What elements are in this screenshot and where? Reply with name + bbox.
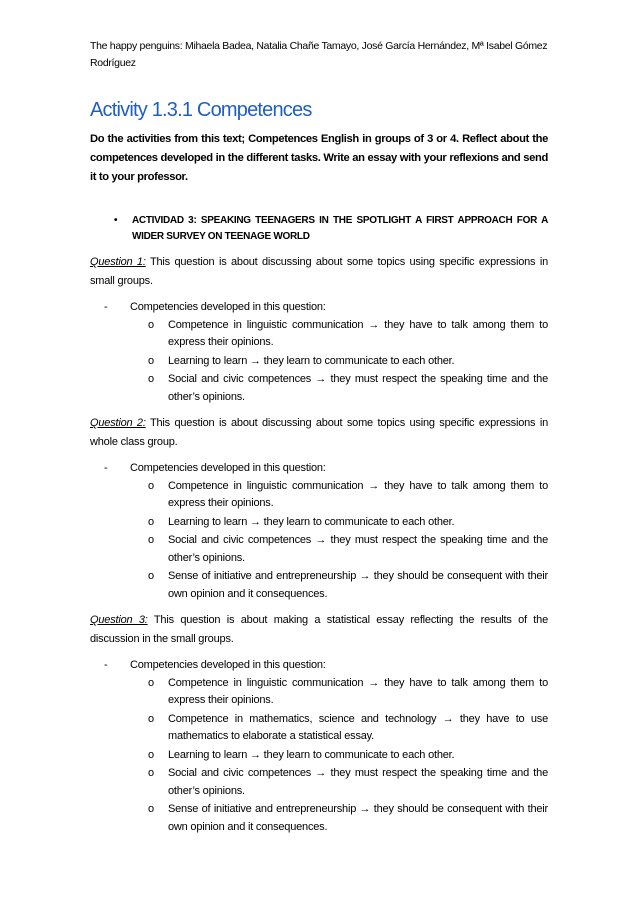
question-2-block	[90, 414, 548, 603]
list-item-text: Sense of initiative and entrepreneurship → they should be consequent with their own opinion and it consequences.	[168, 803, 548, 833]
dash-marker: -	[104, 301, 108, 313]
competencies-heading	[90, 299, 548, 317]
list-item	[90, 801, 548, 836]
dash-marker: -	[104, 659, 108, 671]
list-item	[90, 765, 548, 800]
question-1-text: This question is about discussing about some topics using specific expressions in small groups.	[90, 256, 549, 287]
list-item	[90, 371, 548, 406]
activity-bullet-text: ACTIVIDAD 3: SPEAKING TEENAGERS IN THE SPOTLIGHT A FIRST APPROACH FOR A WIDER SURVEY ON TEENAGE WORLD	[132, 215, 548, 242]
competencies-heading-text: Competencies developed in this question:	[130, 462, 326, 474]
circle-marker: o	[148, 479, 154, 492]
list-item-text: Competence in linguistic communication → they have to talk among them to express their opinions.	[168, 479, 548, 509]
competencies-heading	[90, 460, 548, 478]
list-item-text: Social and civic competences → they must respect the speaking time and the other’s opinions.	[168, 767, 548, 797]
list-item	[90, 747, 548, 765]
question-2-label: Question 2:	[90, 417, 146, 429]
competencies-heading-text: Competencies developed in this question:	[130, 301, 326, 313]
list-item	[90, 478, 548, 513]
circle-marker: o	[148, 748, 154, 761]
list-item	[90, 353, 548, 371]
question-1-label: Question 1:	[90, 256, 146, 268]
list-item-text: Sense of initiative and entrepreneurship → they should be consequent with their own opinion and it consequences.	[168, 570, 548, 600]
question-2	[90, 414, 548, 452]
dash-marker: -	[104, 462, 108, 474]
document-page	[90, 38, 548, 844]
question-1-block	[90, 253, 548, 406]
list-item-text: Social and civic competences → they must respect the speaking time and the other’s opinions.	[168, 373, 548, 403]
list-item	[90, 568, 548, 603]
circle-marker: o	[148, 712, 154, 725]
competency-list	[90, 675, 548, 837]
circle-marker: o	[148, 318, 154, 331]
circle-marker: o	[148, 676, 154, 689]
page-title: Activity 1.3.1 Competences	[90, 99, 312, 121]
question-3	[90, 611, 548, 649]
list-item-text: Competence in linguistic communication → they have to talk among them to express their opinions.	[168, 676, 548, 706]
list-item-text: Learning to learn → they learn to communicate to each other.	[168, 354, 455, 367]
circle-marker: o	[148, 570, 154, 582]
intro-paragraph: Do the activities from this text; Competences English in groups of 3 or 4. Reflect about the competences developed in the different tasks. Write an essay with your reflexions and send it to your professor.	[90, 133, 548, 183]
competencies-heading-text: Competencies developed in this question:	[130, 659, 326, 671]
circle-marker: o	[148, 354, 154, 367]
question-3-text: This question is about making a statistical essay reflecting the results of the discussion in the small groups.	[90, 614, 548, 645]
list-item	[90, 317, 548, 352]
question-3-block	[90, 611, 548, 836]
list-item-text: Competence in mathematics, science and technology → they have to use mathematics to elaborate a statistical essay.	[168, 712, 548, 742]
list-item	[90, 532, 548, 567]
list-item-text: Competence in linguistic communication → they have to talk among them to express their opinions.	[168, 318, 548, 348]
competencies-heading	[90, 657, 548, 675]
circle-marker: o	[148, 534, 154, 546]
list-item	[90, 711, 548, 746]
question-3-label: Question 3:	[90, 614, 148, 626]
circle-marker: o	[148, 767, 154, 779]
circle-marker: o	[148, 803, 154, 815]
question-2-text: This question is about discussing about some topics using specific expressions in whole class group.	[90, 417, 549, 448]
competency-list	[90, 317, 548, 407]
list-item-text: Learning to learn → they learn to communicate to each other.	[168, 515, 455, 528]
list-item-text: Social and civic competences → they must respect the speaking time and the other’s opinions.	[168, 534, 548, 564]
list-item-text: Learning to learn → they learn to communicate to each other.	[168, 748, 455, 761]
competency-list	[90, 478, 548, 604]
list-item	[90, 675, 548, 710]
circle-marker: o	[148, 373, 154, 385]
circle-marker: o	[148, 515, 154, 528]
bullet-marker: •	[114, 215, 118, 226]
activity-bullet	[90, 213, 548, 245]
page-header: The happy penguins: Mihaela Badea, Natalia Chañe Tamayo, José García Hernández, Mª Isabel Gómez Rodríguez	[90, 40, 548, 69]
question-1	[90, 253, 548, 291]
list-item	[90, 514, 548, 532]
